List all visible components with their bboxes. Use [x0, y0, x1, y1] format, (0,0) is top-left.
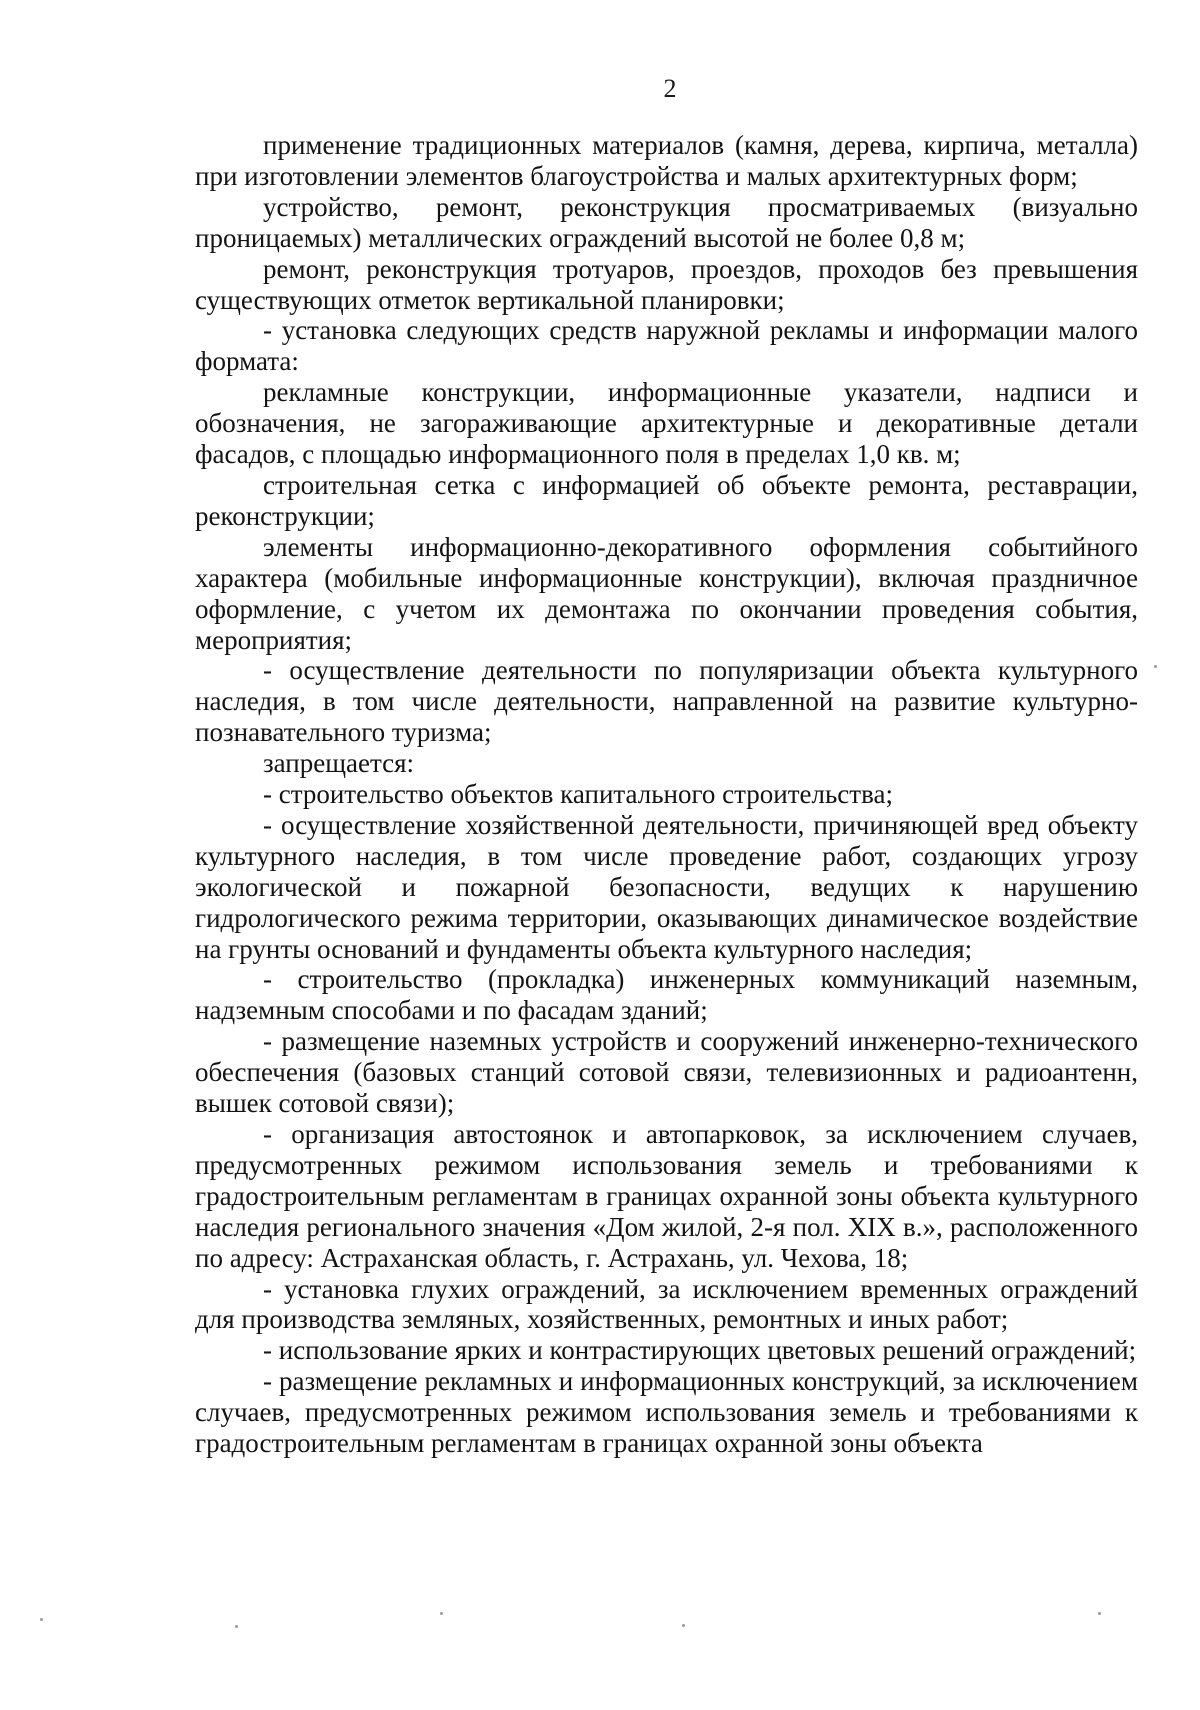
- paragraph: - осуществление деятельности по популяризации объекта культурного наследия, в том числе деятельности, направленной на развитие культурно-познавательного туризма;: [195, 655, 1138, 748]
- paragraph: рекламные конструкции, информационные указатели, надписи и обозначения, не загораживающие архитектурные и декоративные детали фасадов, с площадью информационного поля в пределах 1,0 кв. м;: [195, 377, 1138, 470]
- scan-speck: [235, 1625, 238, 1628]
- paragraph: строительная сетка с информацией об объекте ремонта, реставрации, реконструкции;: [195, 469, 1138, 531]
- paragraph: запрещается:: [263, 748, 415, 779]
- paragraph: - строительство (прокладка) инженерных коммуникаций наземным, надземным способами и по фасадам зданий;: [195, 964, 1138, 1026]
- paragraph: ремонт, реконструкция тротуаров, проездов, проходов без превышения существующих отметок вертикальной планировки;: [195, 253, 1138, 315]
- paragraph: - строительство объектов капитального строительства;: [263, 779, 893, 810]
- paragraph: - размещение рекламных и информационных конструкций, за исключением случаев, предусмотренных режимом использования земель и требованиями к градостроительным регламентам в границах охранной зоны объекта: [195, 1366, 1138, 1459]
- paragraph: - размещение наземных устройств и сооружений инженерно-технического обеспечения (базовых станций сотовой связи, телевизионных и радиоантенн, вышек сотовой связи);: [195, 1026, 1138, 1119]
- paragraph: - организация автостоянок и автопарковок, за исключением случаев, предусмотренных режимом использования земель и требованиями к градостроительным регламентам в границах охранной зоны объекта культурного наследия регионального значения «Дом жилой, 2-я пол. XIX в.», расположенного по адресу: Астраханская область, г. Астрахань, ул. Чехова, 18;: [195, 1119, 1138, 1273]
- page-number: 2: [663, 74, 677, 103]
- paragraph: - установка следующих средств наружной рекламы и информации малого формата:: [195, 315, 1138, 377]
- paragraph: - осуществление хозяйственной деятельности, причиняющей вред объекту культурного наследия, в том числе проведение работ, создающих угрозу экологической и пожарной безопасности, ведущих к нарушению гидрологического режима территории, оказывающих динамическое воздействие на грунты оснований и фундаменты объекта культурного наследия;: [195, 809, 1138, 964]
- scan-speck: [1098, 1612, 1101, 1615]
- paragraph: применение традиционных материалов (камня, дерева, кирпича, металла) при изготовлении элементов благоустройства и малых архитектурных форм;: [195, 130, 1138, 191]
- scan-speck: [682, 1624, 685, 1627]
- scan-speck: [1154, 665, 1157, 668]
- paragraph: - установка глухих ограждений, за исключением временных ограждений для производства земляных, хозяйственных, ремонтных и иных работ;: [195, 1273, 1138, 1335]
- paragraph: устройство, ремонт, реконструкция просматриваемых (визуально проницаемых) металлических ограждений высотой не более 0,8 м;: [195, 191, 1138, 253]
- paragraph: элементы информационно-декоративного оформления событийного характера (мобильные информационные конструкции), включая праздничное оформление, с учетом их демонтажа по окончании проведения события, мероприятия;: [195, 531, 1138, 655]
- scan-speck: [40, 1618, 43, 1621]
- scan-speck: [440, 1612, 443, 1615]
- document-body: [195, 130, 1138, 1459]
- paragraph: - использование ярких и контрастирующих цветовых решений ограждений;: [263, 1335, 1137, 1366]
